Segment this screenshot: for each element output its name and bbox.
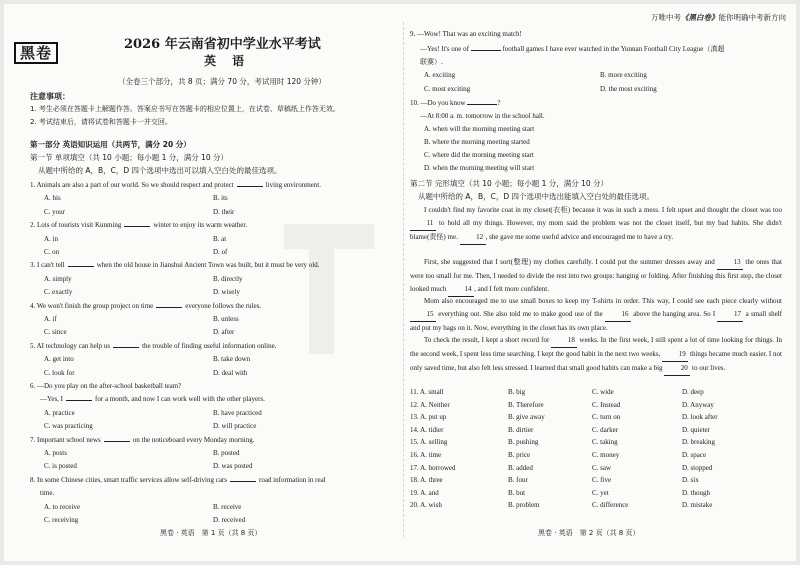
q1-option-c: C. your bbox=[44, 207, 65, 216]
cloze-q19-option-d: D. though bbox=[682, 488, 710, 497]
cloze-q19-option-c: C. yet bbox=[592, 488, 609, 497]
cloze-q17-option-d: D. stopped bbox=[682, 463, 713, 472]
passage-text: above the hanging area. So I bbox=[630, 309, 718, 318]
slogan-post: 能你明确中考新方向 bbox=[718, 13, 786, 22]
cloze-q12-option-b: B. Therefore bbox=[508, 400, 544, 409]
cloze-q18-option-d: D. six bbox=[682, 476, 699, 485]
passage-text: To check the result, I kept a short record for bbox=[424, 336, 552, 344]
q10-blank bbox=[467, 104, 497, 105]
cloze-q20-option-d: D. mistake bbox=[682, 501, 713, 510]
cloze-q16-option-c: C. money bbox=[592, 451, 620, 459]
q7-option-c: C. is posted bbox=[44, 462, 77, 471]
q5-stem bbox=[30, 342, 276, 350]
q8-stem bbox=[30, 476, 326, 484]
q9-line3: 联赛）. bbox=[420, 58, 443, 66]
cloze-q11-option-c: C. wide bbox=[592, 388, 614, 396]
cloze-q15-option-b: B. pushing bbox=[508, 438, 539, 447]
q5-stem-a: 5. AI technology can help us bbox=[30, 341, 111, 350]
cloze-q17-option-a: 17. A. borrowed bbox=[410, 463, 456, 472]
q6-stem bbox=[30, 382, 181, 390]
cloze-q20-option-b: B. problem bbox=[508, 501, 540, 510]
q8-option-c: C. receiving bbox=[44, 516, 79, 524]
exam-info: （全卷三个部分，共 8 页；满分 70 分，考试用时 120 分钟） bbox=[118, 77, 326, 86]
q4-option-a: A. if bbox=[44, 315, 57, 323]
cloze-q15-option-a: 15. A. selling bbox=[410, 438, 448, 447]
cloze-q13-option-a: 13. A. put up bbox=[410, 413, 447, 422]
q5-option-a: A. get into bbox=[44, 355, 74, 364]
passage-text: I couldn't find my favorite coat in my closet(衣柜) because it was in such a mess. I felt upset and thought the closet was too bbox=[424, 206, 782, 214]
notice-2: 2. 考试结束后，请将试卷和答题卡一并交回。 bbox=[30, 118, 172, 126]
q10-line2: —At 8:00 a. m. tomorrow in the school hall. bbox=[420, 112, 545, 120]
cloze-q11-option-d: D. deep bbox=[682, 388, 704, 396]
cloze-q20-option-c: C. difference bbox=[592, 501, 629, 510]
q3-stem-b: when the old house in Jianshui Ancient Town was built, but it must be very old. bbox=[96, 261, 320, 270]
q4-option-b: B. unless bbox=[213, 315, 239, 323]
q6-option-d: D. will practice bbox=[213, 422, 257, 431]
q2-blank bbox=[124, 226, 150, 227]
q3-stem bbox=[30, 261, 319, 269]
q4-option-c: C. since bbox=[44, 328, 67, 337]
q9-option-d: D. the most exciting bbox=[600, 85, 657, 93]
q6-stem-line2 bbox=[40, 395, 265, 403]
q2-option-d: D. of bbox=[213, 248, 228, 256]
section1-instructions: 从题中所给的 A，B，C，D 四个选项中选出可以填入空白处的最佳选项。 bbox=[38, 166, 282, 175]
q2-stem-a: 2. Lots of tourists visit Kunming bbox=[30, 221, 122, 230]
cloze-q16-option-a: 16. A. time bbox=[410, 451, 442, 459]
passage-paragraph-1 bbox=[410, 204, 782, 245]
header-slogan bbox=[651, 12, 786, 23]
passage-text: a small shelf and put my bags on it. Now, everything in the closet has its own place. bbox=[410, 309, 782, 332]
q7-blank bbox=[104, 441, 130, 442]
passage-paragraph-3 bbox=[410, 295, 782, 335]
cloze-q16-option-b: B. price bbox=[508, 451, 531, 459]
footer-right: 黑卷 · 英语 第 2 页（共 8 页） bbox=[538, 529, 640, 537]
cloze-q19-option-b: B. but bbox=[508, 488, 526, 497]
q1-stem-b: living environment. bbox=[265, 181, 321, 189]
q9-option-c: C. most exciting bbox=[424, 85, 471, 93]
cloze-q14-option-c: C. darker bbox=[592, 425, 619, 434]
slogan-pre: 万唯中考 bbox=[651, 13, 681, 22]
cloze-blank-14: 14 bbox=[448, 283, 474, 297]
cloze-q18-option-a: 18. A. three bbox=[410, 476, 443, 485]
passage-text: First, she suggested that I sort(整理) my clothes carefully. I could put the summer dresses away and bbox=[424, 258, 718, 266]
q3-stem-a: 3. I can't tell bbox=[30, 261, 65, 270]
seal-stamp: 黑卷 bbox=[14, 42, 58, 64]
q9-option-a: A. exciting bbox=[424, 71, 456, 79]
q2-option-c: C. on bbox=[44, 248, 60, 256]
passage-text: the ones that were too small for me. Then, I needed to divide the rest into two groups: hanging or folding. After finishing this first step, the closet looked much bbox=[410, 258, 782, 293]
q10-line1 bbox=[410, 99, 500, 107]
q5-option-c: C. look for bbox=[44, 368, 75, 377]
q2-stem bbox=[30, 221, 247, 229]
passage-text: , she gave me some useful advice and encouraged me to have a try. bbox=[485, 232, 674, 241]
passage-text: everything out. She also told me to make good use of the bbox=[436, 309, 605, 318]
cloze-blank-13: 13 bbox=[717, 256, 743, 270]
cloze-q14-option-a: 14. A. tidier bbox=[410, 425, 444, 434]
cloze-q14-option-d: D. quieter bbox=[682, 425, 710, 434]
q3-option-b: B. directly bbox=[213, 274, 243, 283]
passage-text: Mom also encouraged me to use small boxes to keep my T-shirts in order. This way, I could see each piece clearly without bbox=[424, 297, 782, 305]
q10-line1-a: 10. —Do you know bbox=[410, 99, 466, 107]
q1-stem-a: 1. Animals are also a part of our world. So we should respect and protect bbox=[30, 181, 234, 189]
q4-stem bbox=[30, 302, 261, 310]
q6-stem-a: 6. —Do you play on the after-school basketball team? bbox=[30, 382, 182, 390]
q5-stem-b: the trouble of finding useful information online. bbox=[142, 341, 277, 350]
q5-blank bbox=[113, 347, 139, 348]
notice-heading: 注意事项： bbox=[30, 92, 70, 101]
q1-option-a: A. his bbox=[44, 194, 61, 203]
cloze-q15-option-d: D. breaking bbox=[682, 438, 716, 447]
slogan-brand: 《黑白卷》 bbox=[681, 13, 719, 22]
cloze-blank-20: 20 bbox=[664, 362, 690, 376]
q6-stem2-b: for a month, and now I can work well with the other players. bbox=[95, 395, 265, 404]
q9-option-b: B. more exciting bbox=[600, 71, 647, 79]
q7-stem-a: 7. Important school news bbox=[30, 435, 101, 444]
q9-line2-b: football games I have ever watched in the Yunnan Football City League（滇超 bbox=[502, 45, 725, 53]
q4-stem-a: 4. We won't finish the group project on time bbox=[30, 301, 154, 310]
q3-option-a: A. simply bbox=[44, 274, 72, 283]
cloze-q12-option-c: C. Instead bbox=[592, 400, 621, 409]
cloze-q11-option-b: B. big bbox=[508, 388, 526, 396]
cloze-q13-option-d: D. look after bbox=[682, 413, 718, 422]
q7-option-b: B. posted bbox=[213, 449, 240, 457]
passage-text: to our lives. bbox=[690, 363, 726, 372]
q6-option-c: C. was practicing bbox=[44, 422, 93, 431]
q10-option-b: B. where the morning meeting started bbox=[424, 138, 530, 146]
q4-option-d: D. after bbox=[213, 328, 235, 337]
passage-text: , and I felt more confident. bbox=[474, 284, 549, 293]
watermark-logo bbox=[274, 204, 384, 364]
q3-option-c: C. exactly bbox=[44, 288, 73, 297]
q10-option-d: D. when the morning meeting will start bbox=[424, 164, 535, 172]
q5-option-d: D. deal with bbox=[213, 368, 248, 377]
cloze-q17-option-c: C. saw bbox=[592, 463, 612, 472]
cloze-q18-option-c: C. five bbox=[592, 476, 612, 485]
cloze-q19-option-a: 19. A. and bbox=[410, 488, 439, 497]
q9-line2 bbox=[420, 44, 724, 54]
q7-option-d: D. was posted bbox=[213, 462, 253, 471]
q8-stem-cont: time. bbox=[40, 489, 55, 498]
q3-blank bbox=[68, 266, 94, 267]
cloze-q18-option-b: B. four bbox=[508, 476, 528, 485]
q7-stem bbox=[30, 436, 254, 444]
cloze-q13-option-c: C. turn on bbox=[592, 413, 621, 422]
passage-paragraph-4 bbox=[410, 334, 782, 376]
q9-blank bbox=[471, 50, 501, 51]
cloze-q12-option-d: D. Anyway bbox=[682, 400, 714, 409]
q8-stem-a: 8. In some Chinese cities, smart traffic services allow self-driving cars bbox=[30, 475, 227, 484]
cloze-q11-option-a: 11. A. small bbox=[410, 388, 444, 396]
cloze-q20-option-a: 20. A. wish bbox=[410, 501, 442, 510]
q8-stem-b: road information in real bbox=[258, 475, 326, 484]
exam-title: 2026 年云南省初中学业水平考试 bbox=[124, 37, 321, 52]
q8-blank bbox=[230, 481, 256, 482]
q3-option-d: D. wisely bbox=[213, 288, 240, 297]
cloze-blank-12: 12 bbox=[460, 231, 486, 245]
section1-heading: 第一节 单项填空（共 10 小题；每小题 1 分，满分 10 分） bbox=[30, 153, 229, 162]
part1-heading: 第一部分 英语知识运用（共两节，满分 20 分） bbox=[30, 140, 191, 149]
cloze-blank-15: 15 bbox=[410, 308, 436, 322]
q4-blank bbox=[156, 307, 182, 308]
q9-line2-a: —Yes! It's one of bbox=[420, 45, 469, 53]
q1-option-b: B. its bbox=[213, 194, 228, 203]
cloze-blank-18: 18 bbox=[551, 334, 577, 348]
q5-option-b: B. take down bbox=[213, 355, 251, 364]
q6-blank bbox=[66, 400, 92, 401]
cloze-blank-19: 19 bbox=[662, 348, 688, 362]
q1-option-d: D. their bbox=[213, 207, 235, 216]
q8-option-b: B. receive bbox=[213, 502, 242, 511]
q6-option-b: B. have practiced bbox=[213, 408, 262, 417]
cloze-q16-option-d: D. space bbox=[682, 451, 707, 459]
q9-line1: 9. —Wow! That was an exciting match! bbox=[410, 30, 522, 38]
q6-stem2-a: —Yes, I bbox=[40, 395, 64, 404]
q1-blank bbox=[237, 186, 263, 187]
q4-stem-b: everyone follows the rules. bbox=[185, 301, 262, 310]
cloze-q17-option-b: B. added bbox=[508, 463, 533, 472]
footer-left: 黑卷 · 英语 第 1 页（共 8 页） bbox=[160, 529, 262, 537]
page-divider bbox=[403, 22, 404, 537]
cloze-blank-17: 17 bbox=[717, 308, 743, 322]
cloze-q14-option-b: B. dirtier bbox=[508, 425, 534, 434]
cloze-q15-option-c: C. taking bbox=[592, 438, 618, 447]
q2-stem-b: winter to enjoy its warm weather. bbox=[153, 221, 248, 230]
q7-option-a: A. posts bbox=[44, 449, 67, 457]
q10-option-a: A. when will the morning meeting start bbox=[424, 125, 535, 133]
exam-subject: 英 语 bbox=[204, 54, 251, 68]
passage-text: weeks. In the first week, I still spent a lot of time looking for things. In the second week, I spent less time searching. I kept the good habit in the next two weeks, bbox=[410, 336, 782, 358]
q8-option-a: A. to receive bbox=[44, 502, 80, 511]
section2-heading: 第二节 完形填空（共 10 小题；每小题 1 分，满分 10 分） bbox=[410, 179, 609, 188]
section2-instructions: 从题中所给的 A，B，C，D 四个选项中选出能填入空白处的最佳选项。 bbox=[418, 192, 655, 201]
q6-option-a: A. practice bbox=[44, 408, 75, 417]
cloze-blank-11: 11 bbox=[410, 217, 436, 231]
passage-paragraph-2 bbox=[410, 256, 782, 297]
passage-text: to hold all my things. However, my mom said the problem was not the closet itself, but my bad habits. She didn't blame(责怪) me. bbox=[410, 218, 782, 241]
q2-option-a: A. in bbox=[44, 234, 58, 243]
q7-stem-b: on the noticeboard every Monday morning. bbox=[132, 435, 255, 444]
cloze-q12-option-a: 12. A. Neither bbox=[410, 400, 450, 409]
passage-text: things became much easier. I not only saved time, but also felt less stressed. I learned that small good habits can make a big bbox=[410, 349, 783, 372]
q8-option-d: D. received bbox=[213, 516, 246, 524]
cloze-blank-16: 16 bbox=[605, 308, 631, 322]
q10-option-c: C. where did the morning meeting start bbox=[424, 151, 534, 159]
q2-option-b: B. at bbox=[213, 234, 227, 243]
notice-1: 1. 考生必须在答题卡上解题作答。答案应书写在答题卡的相应位置上，在试卷、草稿纸上作答无效。 bbox=[30, 105, 340, 113]
cloze-q13-option-b: B. give away bbox=[508, 413, 545, 422]
exam-sheet bbox=[4, 4, 796, 561]
q1-stem bbox=[30, 181, 321, 189]
q10-line1-b: ? bbox=[497, 99, 501, 107]
